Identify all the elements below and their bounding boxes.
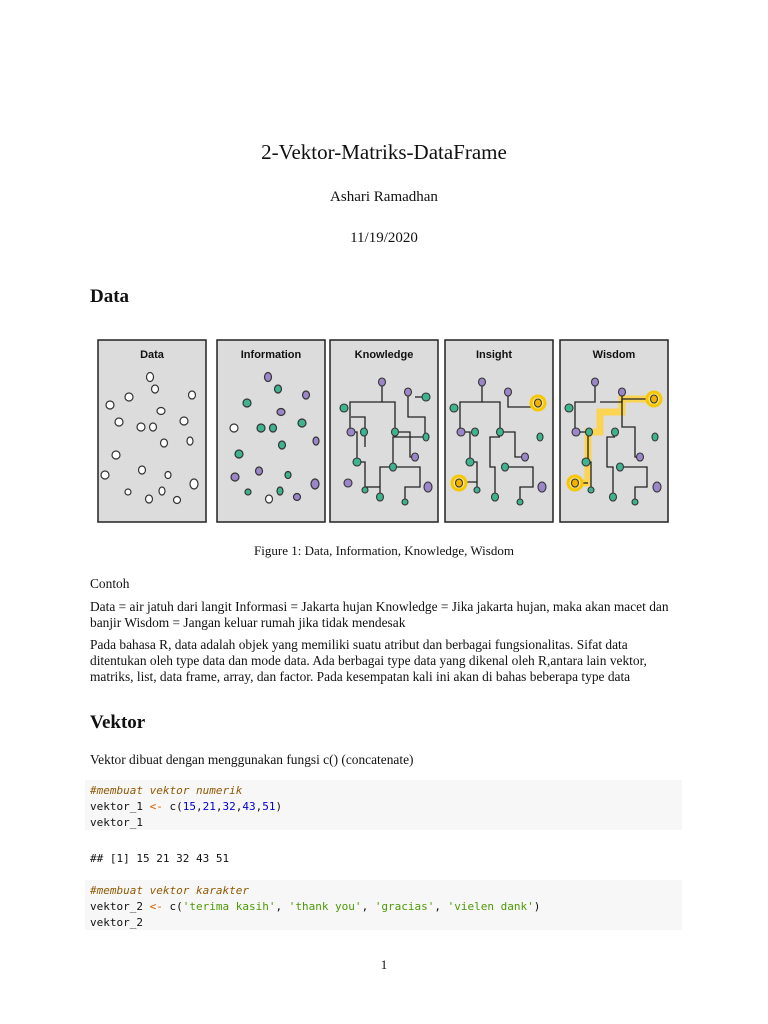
code-line-assign: vektor_1 <- c(15,21,32,43,51) (90, 800, 283, 813)
panel-label-wisdom: Wisdom (592, 349, 636, 361)
document-date: 11/19/2020 (350, 230, 418, 246)
code-line-print: vektor_2 (90, 916, 143, 929)
paragraph-data-example: Data = air jatuh dari langit Informasi = Jakarta hujan Knowledge = Jika jakarta hujan, maka akan macet dan banjir Wisdom = Jangan keluar rumah jika tidak mendesak (90, 599, 669, 630)
panel-label-insight: Insight (475, 349, 513, 361)
document-title: 2-Vektor-Matriks-DataFrame (261, 140, 507, 164)
panel-label-data: Data (140, 349, 164, 361)
code-line-assign: vektor_2 <- c('terima kasih', 'thank you', 'gracias', 'vielen dank') (90, 900, 541, 913)
panel-label-information: Information (240, 349, 302, 361)
code-block-vektor-numerik (85, 780, 682, 830)
code-line-print: vektor_1 (90, 816, 143, 829)
code-comment: #membuat vektor karakter (90, 884, 249, 897)
code-block-vektor-karakter (85, 880, 682, 930)
paragraph-vektor-intro: Vektor dibuat dengan menggunakan fungsi c() (concatenate) (90, 752, 414, 767)
paragraph-data-description: Pada bahasa R, data adalah objek yang memiliki suatu atribut dan berbagai fungsionalitas. Sifat data ditentukan oleh type data dan mode data. Ada berbagai type data yang dikenal oleh R,antara lain vektor, matriks, list, data frame, array, dan factor. Pada kesempatan kali ini akan di bahas beberapa type data (90, 637, 647, 684)
dikw-figure (95, 337, 673, 525)
paragraph-contoh: Contoh (90, 576, 130, 591)
section-heading-vektor: Vektor (90, 712, 146, 733)
panel-knowledge (330, 340, 438, 522)
page-number: 1 (380, 957, 388, 972)
code-comment: #membuat vektor numerik (90, 784, 243, 797)
panel-label-knowledge: Knowledge (354, 349, 414, 361)
document-author: Ashari Ramadhan (330, 189, 438, 205)
figure-caption: Figure 1: Data, Information, Knowledge, Wisdom (254, 543, 514, 558)
code-output: ## [1] 15 21 32 43 51 (90, 852, 230, 865)
section-heading-data: Data (90, 286, 130, 307)
